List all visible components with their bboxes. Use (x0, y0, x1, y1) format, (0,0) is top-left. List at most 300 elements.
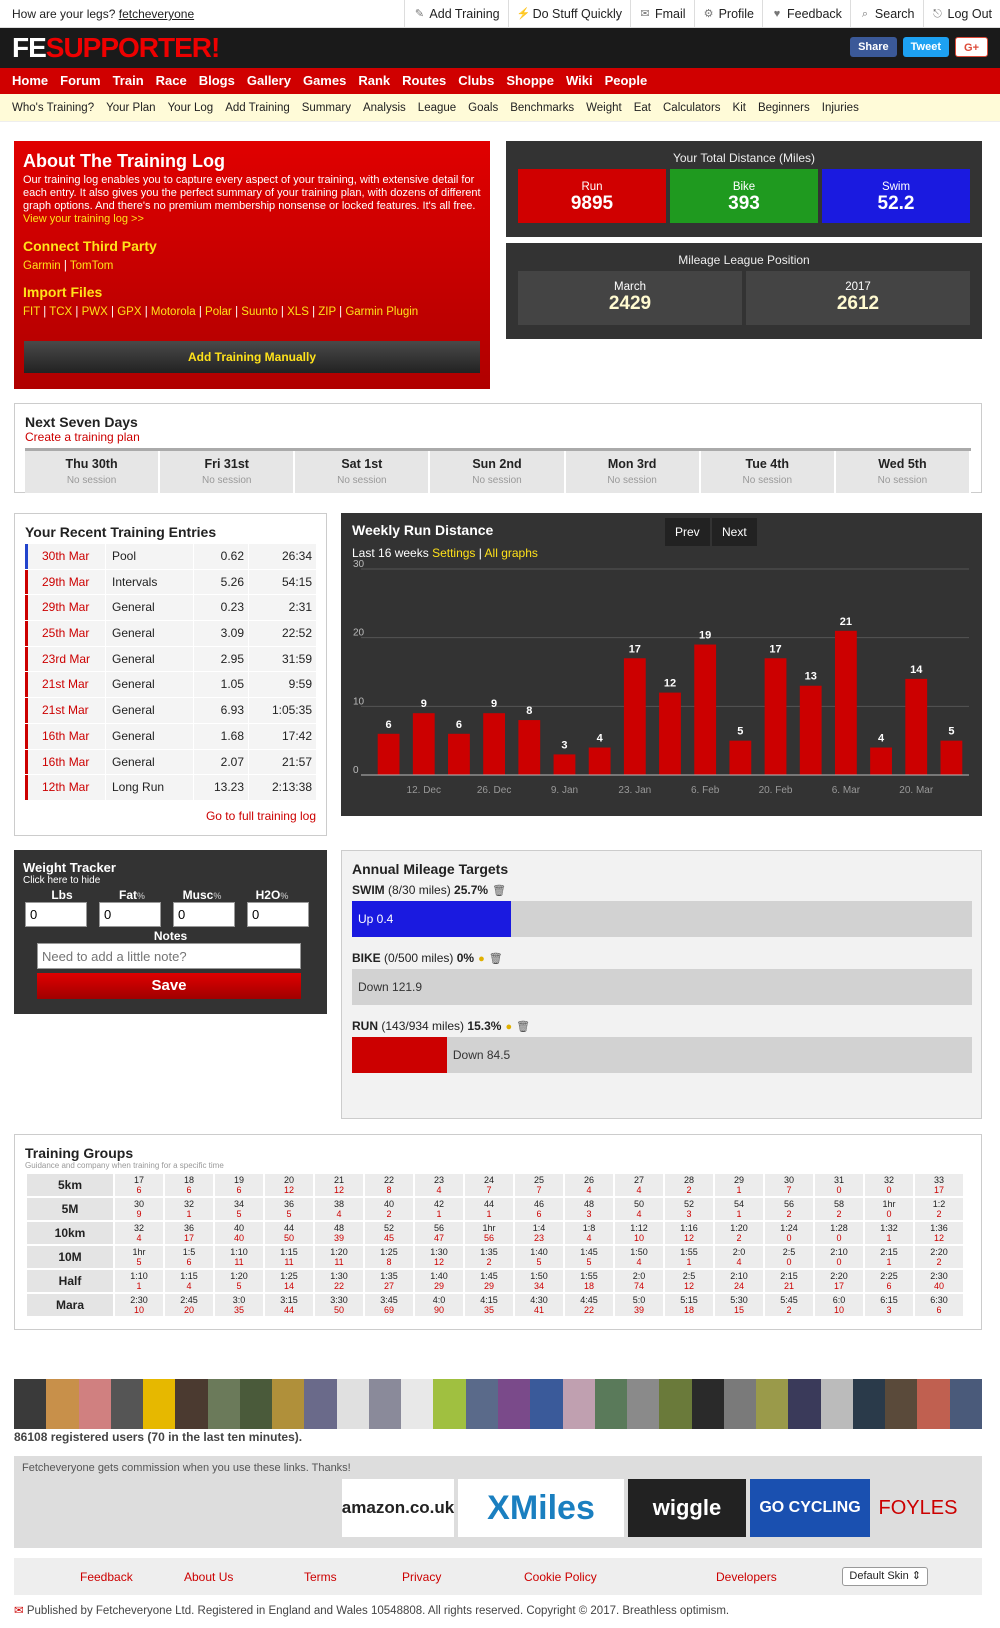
group-cell[interactable] (364, 1173, 414, 1197)
group-cell[interactable] (164, 1269, 214, 1293)
entry-row[interactable] (25, 750, 316, 776)
day-cell[interactable] (25, 451, 160, 493)
partner-logo-4[interactable]: FOYLES (874, 1479, 962, 1537)
entry-row[interactable] (25, 647, 316, 673)
group-cell[interactable] (914, 1173, 964, 1197)
group-cell[interactable] (364, 1197, 414, 1221)
avatar[interactable] (788, 1379, 820, 1429)
nav-wiki[interactable]: Wiki (565, 73, 593, 88)
link-separator: | (277, 306, 288, 318)
group-cell[interactable] (414, 1173, 464, 1197)
group-cell[interactable] (814, 1245, 864, 1269)
top-link-label: Profile (718, 7, 754, 21)
avatar[interactable] (175, 1379, 207, 1429)
import-link[interactable]: Motorola (150, 306, 196, 318)
bar (941, 741, 963, 775)
group-time: 3:30 (330, 1295, 348, 1305)
target-percent: 0% (456, 951, 475, 965)
group-cell[interactable] (614, 1197, 664, 1221)
day-cell[interactable] (430, 451, 565, 493)
footer-link-terms[interactable]: Terms (304, 1569, 337, 1584)
trash-icon[interactable]: 🗑 (492, 885, 507, 897)
group-cell[interactable] (714, 1245, 764, 1269)
group-distance-label: 10M (26, 1245, 114, 1269)
footer-link-privacy[interactable]: Privacy (402, 1569, 442, 1584)
notes-input[interactable] (37, 943, 301, 969)
group-cell[interactable] (264, 1245, 314, 1269)
avatar[interactable] (240, 1379, 272, 1429)
create-plan-link[interactable]: Create a training plan (25, 430, 140, 444)
nav-games[interactable]: Games (302, 73, 347, 88)
entry-dist: 3.09 (193, 621, 248, 646)
subnav-item[interactable]: Eat (633, 102, 651, 114)
group-cell[interactable] (464, 1173, 514, 1197)
group-cell[interactable] (414, 1221, 464, 1245)
entry-row[interactable] (25, 672, 316, 698)
avatar[interactable] (498, 1379, 530, 1429)
subnav-item[interactable]: Goals (468, 102, 499, 114)
avatar[interactable] (79, 1379, 111, 1429)
subnav-item[interactable]: Summary (301, 102, 351, 114)
group-cell[interactable] (664, 1293, 714, 1317)
subnav-item[interactable]: Add Training (225, 102, 290, 114)
entry-date: 30th Mar (25, 544, 105, 569)
facebook-share-button[interactable]: Share (850, 37, 897, 57)
import-link[interactable]: Garmin (23, 260, 61, 272)
day-cell[interactable] (701, 451, 836, 493)
subnav-item[interactable]: Calculators (663, 102, 721, 114)
day-cell[interactable] (566, 451, 701, 493)
group-cell[interactable] (464, 1197, 514, 1221)
view-log-link[interactable]: View your training log >> (23, 213, 144, 225)
group-count: 4 (136, 1233, 142, 1243)
import-link[interactable]: PWX (81, 306, 108, 318)
group-cell[interactable] (164, 1293, 214, 1317)
distance-tile-bike[interactable] (670, 169, 818, 223)
group-cell[interactable] (414, 1293, 464, 1317)
day-cell[interactable] (295, 451, 430, 493)
footer-link-feedback[interactable]: Feedback (80, 1569, 133, 1584)
import-link[interactable]: Polar (205, 306, 232, 318)
subnav-item[interactable]: Injuries (821, 102, 859, 114)
avatar[interactable] (595, 1379, 627, 1429)
group-cell[interactable] (514, 1173, 564, 1197)
avatar[interactable] (111, 1379, 143, 1429)
partner-logo-0[interactable]: amazon.co.uk (342, 1479, 454, 1537)
avatar[interactable] (627, 1379, 659, 1429)
group-cell[interactable] (164, 1245, 214, 1269)
group-cell[interactable] (714, 1269, 764, 1293)
group-cell[interactable] (514, 1221, 564, 1245)
group-time: 1:45 (480, 1271, 498, 1281)
group-cell[interactable] (214, 1293, 264, 1317)
seven-days-title: Next Seven Days (25, 414, 138, 430)
group-cell[interactable] (264, 1173, 314, 1197)
group-cell[interactable] (114, 1245, 164, 1269)
group-time: 1:40 (530, 1247, 548, 1257)
group-cell[interactable] (764, 1221, 814, 1245)
group-time: 26 (583, 1175, 594, 1185)
trash-icon[interactable]: 🗑 (488, 953, 503, 965)
group-time: 1:10 (130, 1271, 148, 1281)
import-link[interactable]: FIT (23, 306, 41, 318)
group-cell[interactable] (114, 1173, 164, 1197)
group-time: 23 (433, 1175, 444, 1185)
avatar[interactable] (692, 1379, 724, 1429)
import-link[interactable]: GPX (117, 306, 142, 318)
subnav-item[interactable]: Who's Training? (12, 102, 95, 114)
group-cell[interactable] (114, 1269, 164, 1293)
nav-routes[interactable]: Routes (402, 73, 447, 88)
group-time: 32 (133, 1223, 144, 1233)
group-cell[interactable] (414, 1197, 464, 1221)
group-cell[interactable] (864, 1221, 914, 1245)
bar-data-label: 19 (699, 629, 712, 642)
bar-data-label: 21 (839, 615, 853, 628)
group-cell[interactable] (114, 1197, 164, 1221)
group-cell[interactable] (214, 1173, 264, 1197)
entry-date: 16th Mar (25, 724, 105, 749)
subnav-item[interactable]: Weight (586, 102, 622, 114)
group-count: 10 (833, 1305, 844, 1315)
avatar[interactable] (724, 1379, 756, 1429)
avatar[interactable] (143, 1379, 175, 1429)
group-cell[interactable] (214, 1269, 264, 1293)
avatar[interactable] (659, 1379, 691, 1429)
import-link[interactable]: TCX (49, 306, 73, 318)
brand-bar (0, 28, 1000, 68)
subnav-item[interactable]: League (417, 102, 457, 114)
save-button[interactable]: Save (37, 973, 301, 999)
comment-icon[interactable]: ● (478, 953, 485, 965)
nav-shoppe[interactable]: Shoppe (506, 73, 554, 88)
avatar[interactable] (563, 1379, 595, 1429)
group-cell[interactable] (314, 1245, 364, 1269)
group-count: 4 (336, 1209, 342, 1219)
group-count: 29 (433, 1281, 444, 1291)
prev-button[interactable]: Prev (665, 518, 710, 546)
partner-logo-1[interactable]: XMiles (458, 1479, 624, 1537)
group-cell[interactable] (914, 1245, 964, 1269)
group-cell[interactable] (714, 1293, 764, 1317)
group-cell[interactable] (864, 1293, 914, 1317)
username-link[interactable]: fetcheveryone (118, 7, 195, 21)
subnav-item[interactable]: Your Plan (106, 102, 156, 114)
group-time: 36 (183, 1223, 194, 1233)
group-cell[interactable] (414, 1269, 464, 1293)
avatar[interactable] (208, 1379, 240, 1429)
nav-gallery[interactable]: Gallery (246, 73, 291, 88)
avatar[interactable] (369, 1379, 401, 1429)
group-cell[interactable] (264, 1293, 314, 1317)
footer-link-about-us[interactable]: About Us (184, 1569, 234, 1584)
group-cell[interactable] (464, 1245, 514, 1269)
group-cell[interactable] (364, 1245, 414, 1269)
group-cell[interactable] (564, 1197, 614, 1221)
entry-dist: 6.93 (193, 698, 248, 723)
group-cell[interactable] (764, 1173, 814, 1197)
import-link[interactable]: ZIP (318, 306, 336, 318)
group-time: 22 (383, 1175, 394, 1185)
import-link[interactable]: TomTom (69, 260, 114, 272)
league-tile[interactable] (518, 271, 742, 325)
partner-logo-3[interactable]: GO CYCLING (750, 1479, 870, 1537)
entry-row[interactable] (25, 775, 316, 801)
group-cell[interactable] (764, 1269, 814, 1293)
group-count: 6 (136, 1185, 142, 1195)
group-cell[interactable] (914, 1293, 964, 1317)
link-separator: | (40, 306, 50, 318)
group-cell[interactable] (564, 1293, 614, 1317)
weight-input-musc[interactable] (173, 902, 235, 927)
group-cell[interactable] (414, 1245, 464, 1269)
group-cell[interactable] (214, 1197, 264, 1221)
group-cell[interactable] (664, 1245, 714, 1269)
group-cell[interactable] (464, 1221, 514, 1245)
import-link[interactable]: Garmin Plugin (345, 306, 419, 318)
group-cell[interactable] (364, 1221, 414, 1245)
avatar[interactable] (14, 1379, 46, 1429)
day-session: No session (742, 475, 792, 486)
group-cell[interactable] (864, 1173, 914, 1197)
footer-link-cookie-policy[interactable]: Cookie Policy (524, 1569, 597, 1584)
day-name: Thu 30th (65, 457, 118, 471)
site-logo[interactable] (12, 32, 219, 64)
group-count: 27 (383, 1281, 394, 1291)
group-count: 29 (483, 1281, 494, 1291)
distance-tile-swim[interactable] (822, 169, 970, 223)
group-cell[interactable] (814, 1197, 864, 1221)
group-cell[interactable] (614, 1293, 664, 1317)
weight-input-fat[interactable] (99, 902, 161, 927)
avatar[interactable] (885, 1379, 917, 1429)
group-cell[interactable] (264, 1221, 314, 1245)
group-cell[interactable] (364, 1293, 414, 1317)
nav-train[interactable]: Train (112, 73, 144, 88)
group-cell[interactable] (714, 1173, 764, 1197)
avatar[interactable] (950, 1379, 982, 1429)
weight-tracker (14, 850, 327, 1014)
group-cell[interactable] (764, 1197, 814, 1221)
group-cell[interactable] (914, 1197, 964, 1221)
avatar[interactable] (337, 1379, 369, 1429)
avatar[interactable] (917, 1379, 949, 1429)
hide-weight-link[interactable]: Click here to hide (23, 875, 101, 886)
partner-logo-2[interactable]: wiggle (628, 1479, 746, 1537)
group-cell[interactable] (314, 1293, 364, 1317)
group-cell[interactable] (314, 1269, 364, 1293)
top-link-search[interactable] (850, 0, 923, 28)
entry-type: General (105, 621, 193, 646)
comment-icon[interactable]: ● (505, 1021, 513, 1033)
group-count: 0 (786, 1233, 792, 1243)
group-count: 17 (933, 1185, 944, 1195)
group-cell[interactable] (214, 1245, 264, 1269)
group-cell[interactable] (914, 1269, 964, 1293)
group-cell[interactable] (514, 1269, 564, 1293)
group-cell[interactable] (814, 1221, 864, 1245)
entry-row[interactable] (25, 724, 316, 750)
distance-tile-run[interactable] (518, 169, 666, 223)
nav-rank[interactable]: Rank (358, 73, 391, 88)
subnav-item[interactable]: Benchmarks (510, 102, 575, 114)
group-cell[interactable] (864, 1269, 914, 1293)
group-cell[interactable] (664, 1173, 714, 1197)
day-cell[interactable] (836, 451, 971, 493)
group-cell[interactable] (314, 1173, 364, 1197)
group-cell[interactable] (714, 1221, 764, 1245)
group-cell[interactable] (614, 1269, 664, 1293)
group-cell[interactable] (564, 1221, 614, 1245)
full-log-link[interactable]: Go to full training log (205, 809, 316, 823)
nav-clubs[interactable]: Clubs (458, 73, 495, 88)
group-cell[interactable] (564, 1173, 614, 1197)
group-cell[interactable] (714, 1197, 764, 1221)
group-cell[interactable] (764, 1293, 814, 1317)
nav-race[interactable]: Race (155, 73, 187, 88)
group-cell[interactable] (914, 1221, 964, 1245)
group-cell[interactable] (264, 1197, 314, 1221)
top-link-feedback[interactable] (762, 0, 850, 28)
nav-blogs[interactable]: Blogs (198, 73, 235, 88)
avatar[interactable] (466, 1379, 498, 1429)
import-link[interactable]: Suunto (241, 306, 278, 318)
group-cell[interactable] (664, 1269, 714, 1293)
avatar[interactable] (272, 1379, 304, 1429)
group-time: 1:32 (880, 1223, 898, 1233)
avatar[interactable] (821, 1379, 853, 1429)
entry-date: 21st Mar (25, 672, 105, 697)
avatar[interactable] (530, 1379, 562, 1429)
top-link-profile[interactable] (694, 0, 762, 28)
group-cell[interactable] (564, 1245, 614, 1269)
group-cell[interactable] (214, 1221, 264, 1245)
group-cell[interactable] (864, 1245, 914, 1269)
distance-tiles (506, 165, 982, 227)
group-count: 7 (786, 1185, 792, 1195)
group-cell[interactable] (864, 1197, 914, 1221)
all-graphs-link[interactable]: All graphs (484, 546, 538, 560)
group-cell[interactable] (164, 1173, 214, 1197)
group-time: 46 (533, 1199, 544, 1209)
entry-type: General (105, 750, 193, 775)
group-cell[interactable] (364, 1269, 414, 1293)
entry-row[interactable] (25, 570, 316, 596)
group-cell[interactable] (614, 1221, 664, 1245)
group-count: 12 (933, 1233, 944, 1243)
group-time: 32 (183, 1199, 194, 1209)
group-time: 1:2 (932, 1199, 946, 1209)
group-cell[interactable] (114, 1293, 164, 1317)
entry-row[interactable] (25, 621, 316, 647)
group-cell[interactable] (814, 1293, 864, 1317)
top-link-do-stuff-quickly[interactable] (508, 0, 630, 28)
top-link-add-training[interactable] (404, 0, 507, 28)
subnav-item[interactable]: Your Log (167, 102, 214, 114)
skin-select[interactable]: Default Skin ⇕ (842, 1567, 928, 1586)
entry-row[interactable] (25, 544, 316, 570)
weight-input-lbs[interactable] (25, 902, 87, 927)
day-cell[interactable] (160, 451, 295, 493)
group-cell[interactable] (164, 1221, 214, 1245)
entry-row[interactable] (25, 698, 316, 724)
nav-home[interactable]: Home (12, 73, 49, 88)
group-time: 40 (233, 1223, 244, 1233)
group-time: 56 (783, 1199, 794, 1209)
group-cell[interactable] (614, 1173, 664, 1197)
total-distance-panel (506, 141, 982, 237)
target-progress-bar (352, 969, 972, 1005)
group-cell[interactable] (464, 1293, 514, 1317)
bar (800, 686, 822, 775)
group-cell[interactable] (314, 1197, 364, 1221)
entry-time: 9:59 (248, 672, 316, 697)
subnav-item[interactable]: Analysis (362, 102, 406, 114)
avatar[interactable] (46, 1379, 78, 1429)
group-cell[interactable] (664, 1221, 714, 1245)
group-time: 44 (283, 1223, 294, 1233)
subnav-item[interactable]: Beginners (757, 102, 810, 114)
google-plus-button[interactable]: G+ (955, 37, 988, 57)
group-cell[interactable] (514, 1197, 564, 1221)
import-link[interactable]: XLS (287, 306, 309, 318)
top-link-label: Add Training (429, 7, 500, 21)
trash-icon[interactable]: 🗑 (516, 1021, 531, 1033)
nav-forum[interactable]: Forum (60, 73, 101, 88)
group-cell[interactable] (164, 1197, 214, 1221)
entry-row[interactable] (25, 595, 316, 621)
group-cell[interactable] (664, 1197, 714, 1221)
group-cell[interactable] (814, 1173, 864, 1197)
weight-label-name: Lbs (51, 888, 73, 902)
league-tile[interactable] (746, 271, 970, 325)
group-time: 1:25 (280, 1271, 298, 1281)
group-cell[interactable] (114, 1221, 164, 1245)
entry-time: 22:52 (248, 621, 316, 646)
group-cell[interactable] (514, 1293, 564, 1317)
group-cell[interactable] (764, 1245, 814, 1269)
next-button[interactable]: Next (712, 518, 757, 546)
avatar[interactable] (304, 1379, 336, 1429)
group-cell[interactable] (264, 1269, 314, 1293)
group-count: 5 (286, 1209, 292, 1219)
add-training-manually-button[interactable]: Add Training Manually (24, 341, 480, 373)
group-cell[interactable] (514, 1245, 564, 1269)
top-link-label: Fmail (655, 7, 686, 21)
subnav-item[interactable]: Kit (732, 102, 746, 114)
group-cell[interactable] (564, 1269, 614, 1293)
group-cell[interactable] (614, 1245, 664, 1269)
top-link-log-out[interactable] (923, 0, 1000, 28)
footer-link-developers[interactable]: Developers (716, 1569, 777, 1584)
group-count: 11 (334, 1257, 344, 1267)
tweet-button[interactable]: Tweet (903, 37, 949, 57)
group-cell[interactable] (814, 1269, 864, 1293)
avatar[interactable] (433, 1379, 465, 1429)
group-time: 52 (383, 1223, 394, 1233)
nav-people[interactable]: People (604, 73, 648, 88)
settings-link[interactable]: Settings (432, 546, 476, 560)
group-time: 36 (283, 1199, 294, 1209)
avatar[interactable] (756, 1379, 788, 1429)
group-cell[interactable] (314, 1221, 364, 1245)
weight-input-h2o[interactable] (247, 902, 309, 927)
avatar[interactable] (853, 1379, 885, 1429)
group-row (26, 1221, 964, 1245)
group-cell[interactable] (464, 1269, 514, 1293)
avatar[interactable] (401, 1379, 433, 1429)
top-link-fmail[interactable] (630, 0, 694, 28)
